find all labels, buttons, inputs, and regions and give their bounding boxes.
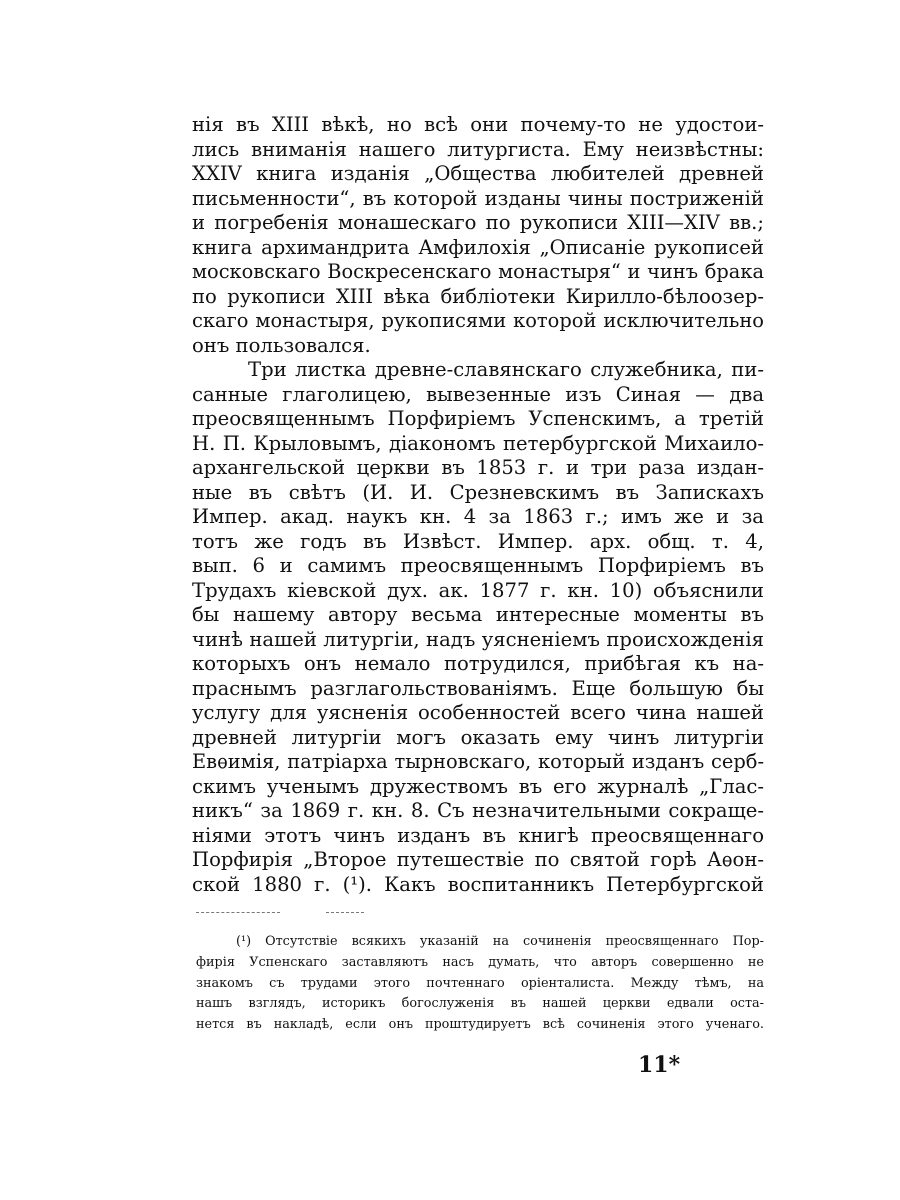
footnote-line: нашъ взглядъ, историкъ богослуженія въ нашей церкви едвали оста- bbox=[196, 996, 764, 1012]
text-line: и погребенія монашескаго по рукописи XIII—XIV вв.; bbox=[192, 211, 764, 234]
text-line: XXIV книга изданія „Общества любителей древней bbox=[192, 162, 764, 185]
text-line: праснымъ разглагольствованіямъ. Еще большую бы bbox=[192, 676, 764, 700]
footnote-separator-right bbox=[326, 912, 364, 913]
text-line: тотъ же годъ въ Извѣст. Импер. арх. общ. т. 4, bbox=[192, 529, 764, 553]
text-line: онъ пользовался. bbox=[192, 333, 371, 357]
text-line: скаго монастыря, рукописями которой исключительно bbox=[192, 309, 764, 332]
text-line: Н. П. Крыловымъ, діакономъ петербургской Михаило- bbox=[192, 431, 764, 455]
text-line: лись вниманія нашего литургиста. Ему неизвѣстны: bbox=[192, 137, 764, 161]
text-line: древней литургіи могъ оказать ему чинъ литургіи bbox=[192, 725, 764, 749]
text-line: бы нашему автору весьма интересные моменты въ bbox=[192, 603, 764, 626]
footnote-line: нется въ накладѣ, если онъ проштудируетъ всѣ сочиненія этого ученаго. bbox=[196, 1017, 764, 1033]
main-text bbox=[192, 113, 764, 897]
footnote-line: знакомъ съ трудами этого почтеннаго оріенталиста. Между тѣмъ, на bbox=[196, 975, 764, 991]
text-line: ніями этотъ чинъ изданъ въ книгѣ преосвященнаго bbox=[192, 823, 764, 847]
text-line: по рукописи XIII вѣка библіотеки Кирилло-бѣлоозер- bbox=[192, 284, 764, 308]
text-line: вып. 6 и самимъ преосвященнымъ Порфиріемъ въ bbox=[192, 554, 764, 577]
text-line: нія въ XIII вѣкѣ, но всѣ они почему-то не удостои- bbox=[192, 113, 764, 136]
footnote bbox=[196, 932, 764, 1036]
text-line: Евѳимія, патріарха тырновскаго, который изданъ серб- bbox=[192, 750, 764, 773]
text-line: московскаго Воскресенскаго монастыря“ и чинъ брака bbox=[192, 260, 764, 283]
text-line: архангельской церкви въ 1853 г. и три раза издан- bbox=[192, 456, 764, 479]
footnote-line: (¹) Отсутствіе всякихъ указаній на сочиненія преосвященнаго Пор- bbox=[236, 934, 764, 949]
text-line: книга архимандрита Амфилохія „Описаніе рукописей bbox=[192, 235, 764, 259]
paragraph-2 bbox=[192, 358, 764, 897]
text-line: чинѣ нашей литургіи, надъ уясненіемъ происхожденія bbox=[192, 627, 764, 651]
text-line: санные глаголицею, вывезенные изъ Синая — два bbox=[192, 382, 764, 406]
footnote-line: фирія Успенскаго заставляютъ насъ думать, что авторъ совершенно не bbox=[196, 954, 764, 970]
text-line: никъ“ за 1869 г. кн. 8. Съ незначительными сокраще- bbox=[192, 799, 764, 822]
paragraph-1 bbox=[192, 113, 764, 358]
text-line: Порфирія „Второе путешествіе по святой горѣ Аѳон- bbox=[192, 848, 764, 871]
text-line: скимъ ученымъ дружествомъ въ его журналѣ „Глас- bbox=[192, 774, 764, 798]
text-line: которыхъ онъ немало потрудился, прибѣгая къ на- bbox=[192, 652, 764, 675]
footnote-separator-left bbox=[196, 912, 280, 913]
text-line: Трудахъ кіевской дух. ак. 1877 г. кн. 10) объяснили bbox=[192, 578, 764, 602]
text-line: письменности“, въ которой изданы чины постриженій bbox=[192, 186, 764, 210]
text-line: услугу для уясненія особенностей всего чина нашей bbox=[192, 701, 764, 724]
text-line: Импер. акад. наукъ кн. 4 за 1863 г.; имъ же и за bbox=[192, 505, 764, 528]
text-line: ской 1880 г. (¹). Какъ воспитанникъ Петербургской bbox=[192, 872, 764, 896]
page-number: 11* bbox=[638, 1052, 681, 1078]
text-line: ные въ свѣтъ (И. И. Срезневскимъ въ Запискахъ bbox=[192, 480, 764, 504]
text-line: Три листка древне-славянскаго служебника, пи- bbox=[248, 358, 764, 381]
text-line: преосвященнымъ Порфиріемъ Успенскимъ, а третій bbox=[192, 407, 764, 430]
